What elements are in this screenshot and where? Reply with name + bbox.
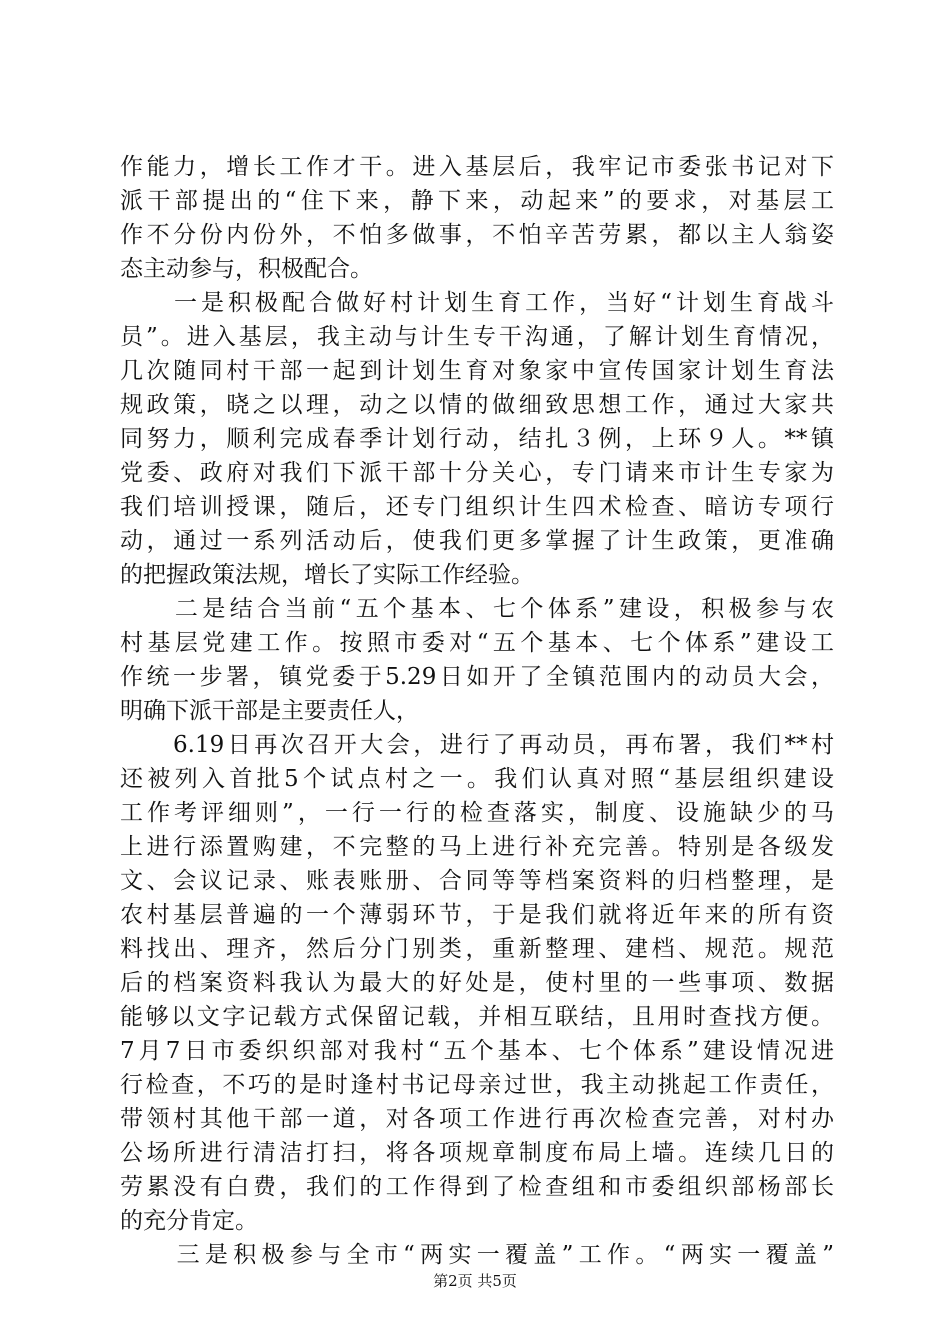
text-line: 态主动参与，积极配合。 bbox=[120, 256, 373, 282]
text-line: 作能力，增长工作才干。进入基层后，我牢记市委张书记对下 bbox=[120, 154, 834, 180]
text-line: 二是结合当前“五个基本、七个体系”建设，积极参与农 bbox=[120, 596, 834, 622]
text-line: 几次随同村干部一起到计划生育对象家中宣传国家计划生育法 bbox=[120, 358, 834, 384]
body-text bbox=[120, 150, 834, 1272]
text-line: 动，通过一系列活动后，使我们更多掌握了计生政策，更准确 bbox=[120, 528, 834, 554]
text-line: 规政策，晓之以理，动之以情的做细致思想工作，通过大家共 bbox=[120, 392, 834, 418]
text-line: 带领村其他干部一道，对各项工作进行再次检查完善，对村办 bbox=[120, 1106, 834, 1132]
text-line: 党委、政府对我们下派干部十分关心，专门请来市计生专家为 bbox=[120, 460, 834, 486]
text-line: 工作考评细则”，一行一行的检查落实，制度、设施缺少的马 bbox=[120, 800, 834, 826]
text-line: 还被列入首批5个试点村之一。我们认真对照“基层组织建设 bbox=[120, 766, 834, 792]
text-line: 的充分肯定。 bbox=[120, 1208, 258, 1234]
page-footer: 第2页 共5页 bbox=[433, 1272, 517, 1290]
text-line: 7月7日市委织织部对我村“五个基本、七个体系”建设情况进 bbox=[120, 1038, 834, 1064]
text-line: 公场所进行清洁打扫，将各项规章制度布局上墙。连续几日的 bbox=[120, 1140, 834, 1166]
text-line: 明确下派干部是主要责任人， bbox=[120, 698, 419, 724]
text-line: 行检查，不巧的是时逢村书记母亲过世，我主动挑起工作责任， bbox=[120, 1072, 834, 1098]
text-line: 三是积极参与全市“两实一覆盖”工作。“两实一覆盖” bbox=[120, 1242, 834, 1268]
text-line: 上进行添置购建，不完整的马上进行补充完善。特别是各级发 bbox=[120, 834, 834, 860]
text-line: 作不分份内份外，不怕多做事，不怕辛苦劳累，都以主人翁姿 bbox=[120, 222, 834, 248]
text-line: 料找出、理齐，然后分门别类，重新整理、建档、规范。规范 bbox=[120, 936, 834, 962]
text-line: 一是积极配合做好村计划生育工作，当好“计划生育战斗 bbox=[120, 290, 834, 316]
text-line: 农村基层普遍的一个薄弱环节，于是我们就将近年来的所有资 bbox=[120, 902, 834, 928]
text-line: 文、会议记录、账表账册、合同等等档案资料的归档整理，是 bbox=[120, 868, 834, 894]
text-line: 村基层党建工作。按照市委对“五个基本、七个体系”建设工 bbox=[120, 630, 834, 656]
text-line: 作统一步署，镇党委于5.29日如开了全镇范围内的动员大会， bbox=[120, 664, 834, 690]
text-line: 同努力，顺利完成春季计划行动，结扎３例，上环９人。**镇 bbox=[120, 426, 834, 452]
text-line: 的把握政策法规，增长了实际工作经验。 bbox=[120, 562, 534, 588]
text-line: 后的档案资料我认为最大的好处是，使村里的一些事项、数据 bbox=[120, 970, 834, 996]
text-line: 我们培训授课，随后，还专门组织计生四术检查、暗访专项行 bbox=[120, 494, 834, 520]
text-line: 劳累没有白费，我们的工作得到了检查组和市委组织部杨部长 bbox=[120, 1174, 834, 1200]
text-line: 派干部提出的“住下来，静下来，动起来”的要求，对基层工 bbox=[120, 188, 834, 214]
text-line: 员”。进入基层，我主动与计生专干沟通，了解计划生育情况， bbox=[120, 324, 834, 350]
text-line: 能够以文字记载方式保留记载，并相互联结，且用时查找方便。 bbox=[120, 1004, 834, 1030]
text-line: 6.19日再次召开大会，进行了再动员，再布署，我们**村 bbox=[120, 732, 834, 758]
